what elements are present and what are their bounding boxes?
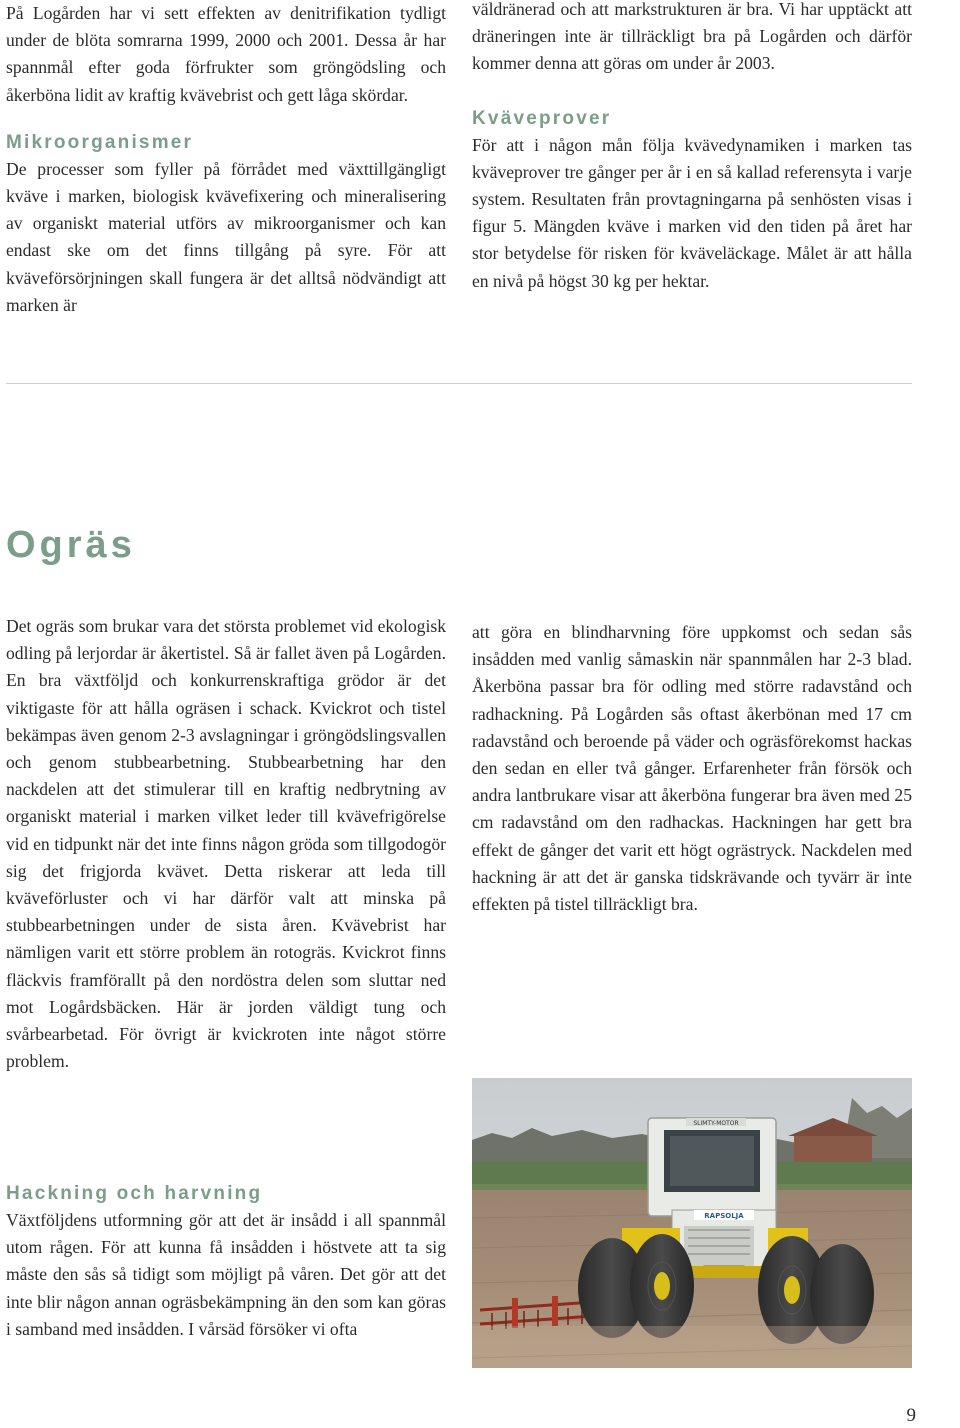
mikroorganismer-paragraph: De processer som fyller på förrådet med växttillgängligt kväve i marken, biologisk kvävefixering och mineralisering av organiskt material utförs av mikroorganismer och kan endast ske om det finns tillgång på syre. För att kväveförsörjningen skall fungera är det alltså nödvändigt att marken är [6,158,446,315]
tractor-photo [472,1078,912,1368]
tractor-field-image [472,1078,912,1368]
cab-sign-text: SLIMTY-MOTOR [693,1120,739,1127]
section-divider [6,383,912,384]
mikroorganismer-heading: Mikroorganismer [6,131,194,153]
page-number: 9 [906,1405,916,1426]
ogras-section-title: Ogräs [6,524,136,566]
hackning-section [6,1180,446,1343]
hood-logo-text: RAPSOLJA [704,1212,744,1220]
right-column-top [472,0,912,295]
hackning-heading: Hackning och harvning [6,1183,263,1204]
kvaveprover-paragraph: För att i någon mån följa kvävedynamiken i marken tas kväveprover tre gånger per år i en så kallad referensyta i varje system. Resultaten från provtagningarna på senhösten visas i figur 5. Mängden kväve i marken vid den tiden på året har stor betydelse för risken för kväveläckage. Målet är att hålla en nivå på högst 30 kg per hektar. [472,134,912,291]
dranering-paragraph: väldränerad och att markstrukturen är bra. Vi har upptäckt att dräneringen inte är tillräckligt bra på Logården och därför kommer denna att göras om under år 2003. [472,0,912,74]
ogras-paragraph-left: Det ogräs som brukar vara det största problemet vid ekologisk odling på lerjordar är åkertistel. Så är fallet även på Logården. En bra växtföljd och konkurrenskraftiga grödor är det viktigaste för att hålla ogräsen i schack. Kvickrot och tistel bekämpas även genom 2-3 avslagningar i gröngödslingsvallen och genom stubbearbetning. Stubbearbetning har den nackdelen att det stimulerar till en kraftig nedbrytning av organiskt material i marken vilket leder till kvävefrigörelse vid en tidpunkt när det inte finns någon gröda som tillgodogör sig det frigjorda kvävet. Detta riskerar att leda till kväveförluster och vi har därför valt att minska på stubbearbetningen under de sista åren. Kvävebrist har nämligen varit ett större problem än rotogräs. Kvickrot finns fläckvis framförallt på den nordöstra delen som sluttar ned mot Logårdsbäcken. Här är jorden väldigt tung och svårbearbetad. För övrigt är kvickroten inte något större problem. [6,616,446,1072]
left-column-top [6,0,446,319]
kvaveprover-heading: Kväveprover [472,107,612,129]
ogras-right-column [472,619,912,918]
hackning-paragraph: Växtföljdens utformning gör att det är insådd i all spannmål utom rågen. För att kunna få insådden i höstvete att ta sig måste den sås så tidigt som möjligt på våren. Det gör att det inte blir någon annan ogräsbekämpning än den som kan göras i samband med insådden. I vårsäd försöker vi ofta [6,1210,446,1339]
ogras-left-column [6,613,446,1075]
intro-paragraph: På Logården har vi sett effekten av denitrifikation tydligt under de blöta somrarna 1999, 2000 och 2001. Dessa år har spannmål efter goda förfrukter som gröngödsling och åkerböna lidit av kraftig kvävebrist och gett låga skördar. [6,3,446,105]
ogras-paragraph-right: att göra en blindharvning före uppkomst och sedan sås insådden med vanlig såmaskin när spannmålen har 2-3 blad. Åkerböna passar bra för odling med större radavstånd och radhackning. På Logården sås oftast åkerbönan med 17 cm radavstånd och beroende på väder och ogräsförekomst hackas den sedan en eller två gånger. Erfarenheter från försök och andra lantbrukare visar att åkerböna fungerar bra även med 25 cm radavstånd om den radhackas. Hackningen har gett bra effekt de gånger det varit ett högt ogrästryck. Nackdelen med hackning är att det är ganska tidskrävande och tyvärr är inte effekten på tistel tillräckligt bra. [472,622,912,915]
